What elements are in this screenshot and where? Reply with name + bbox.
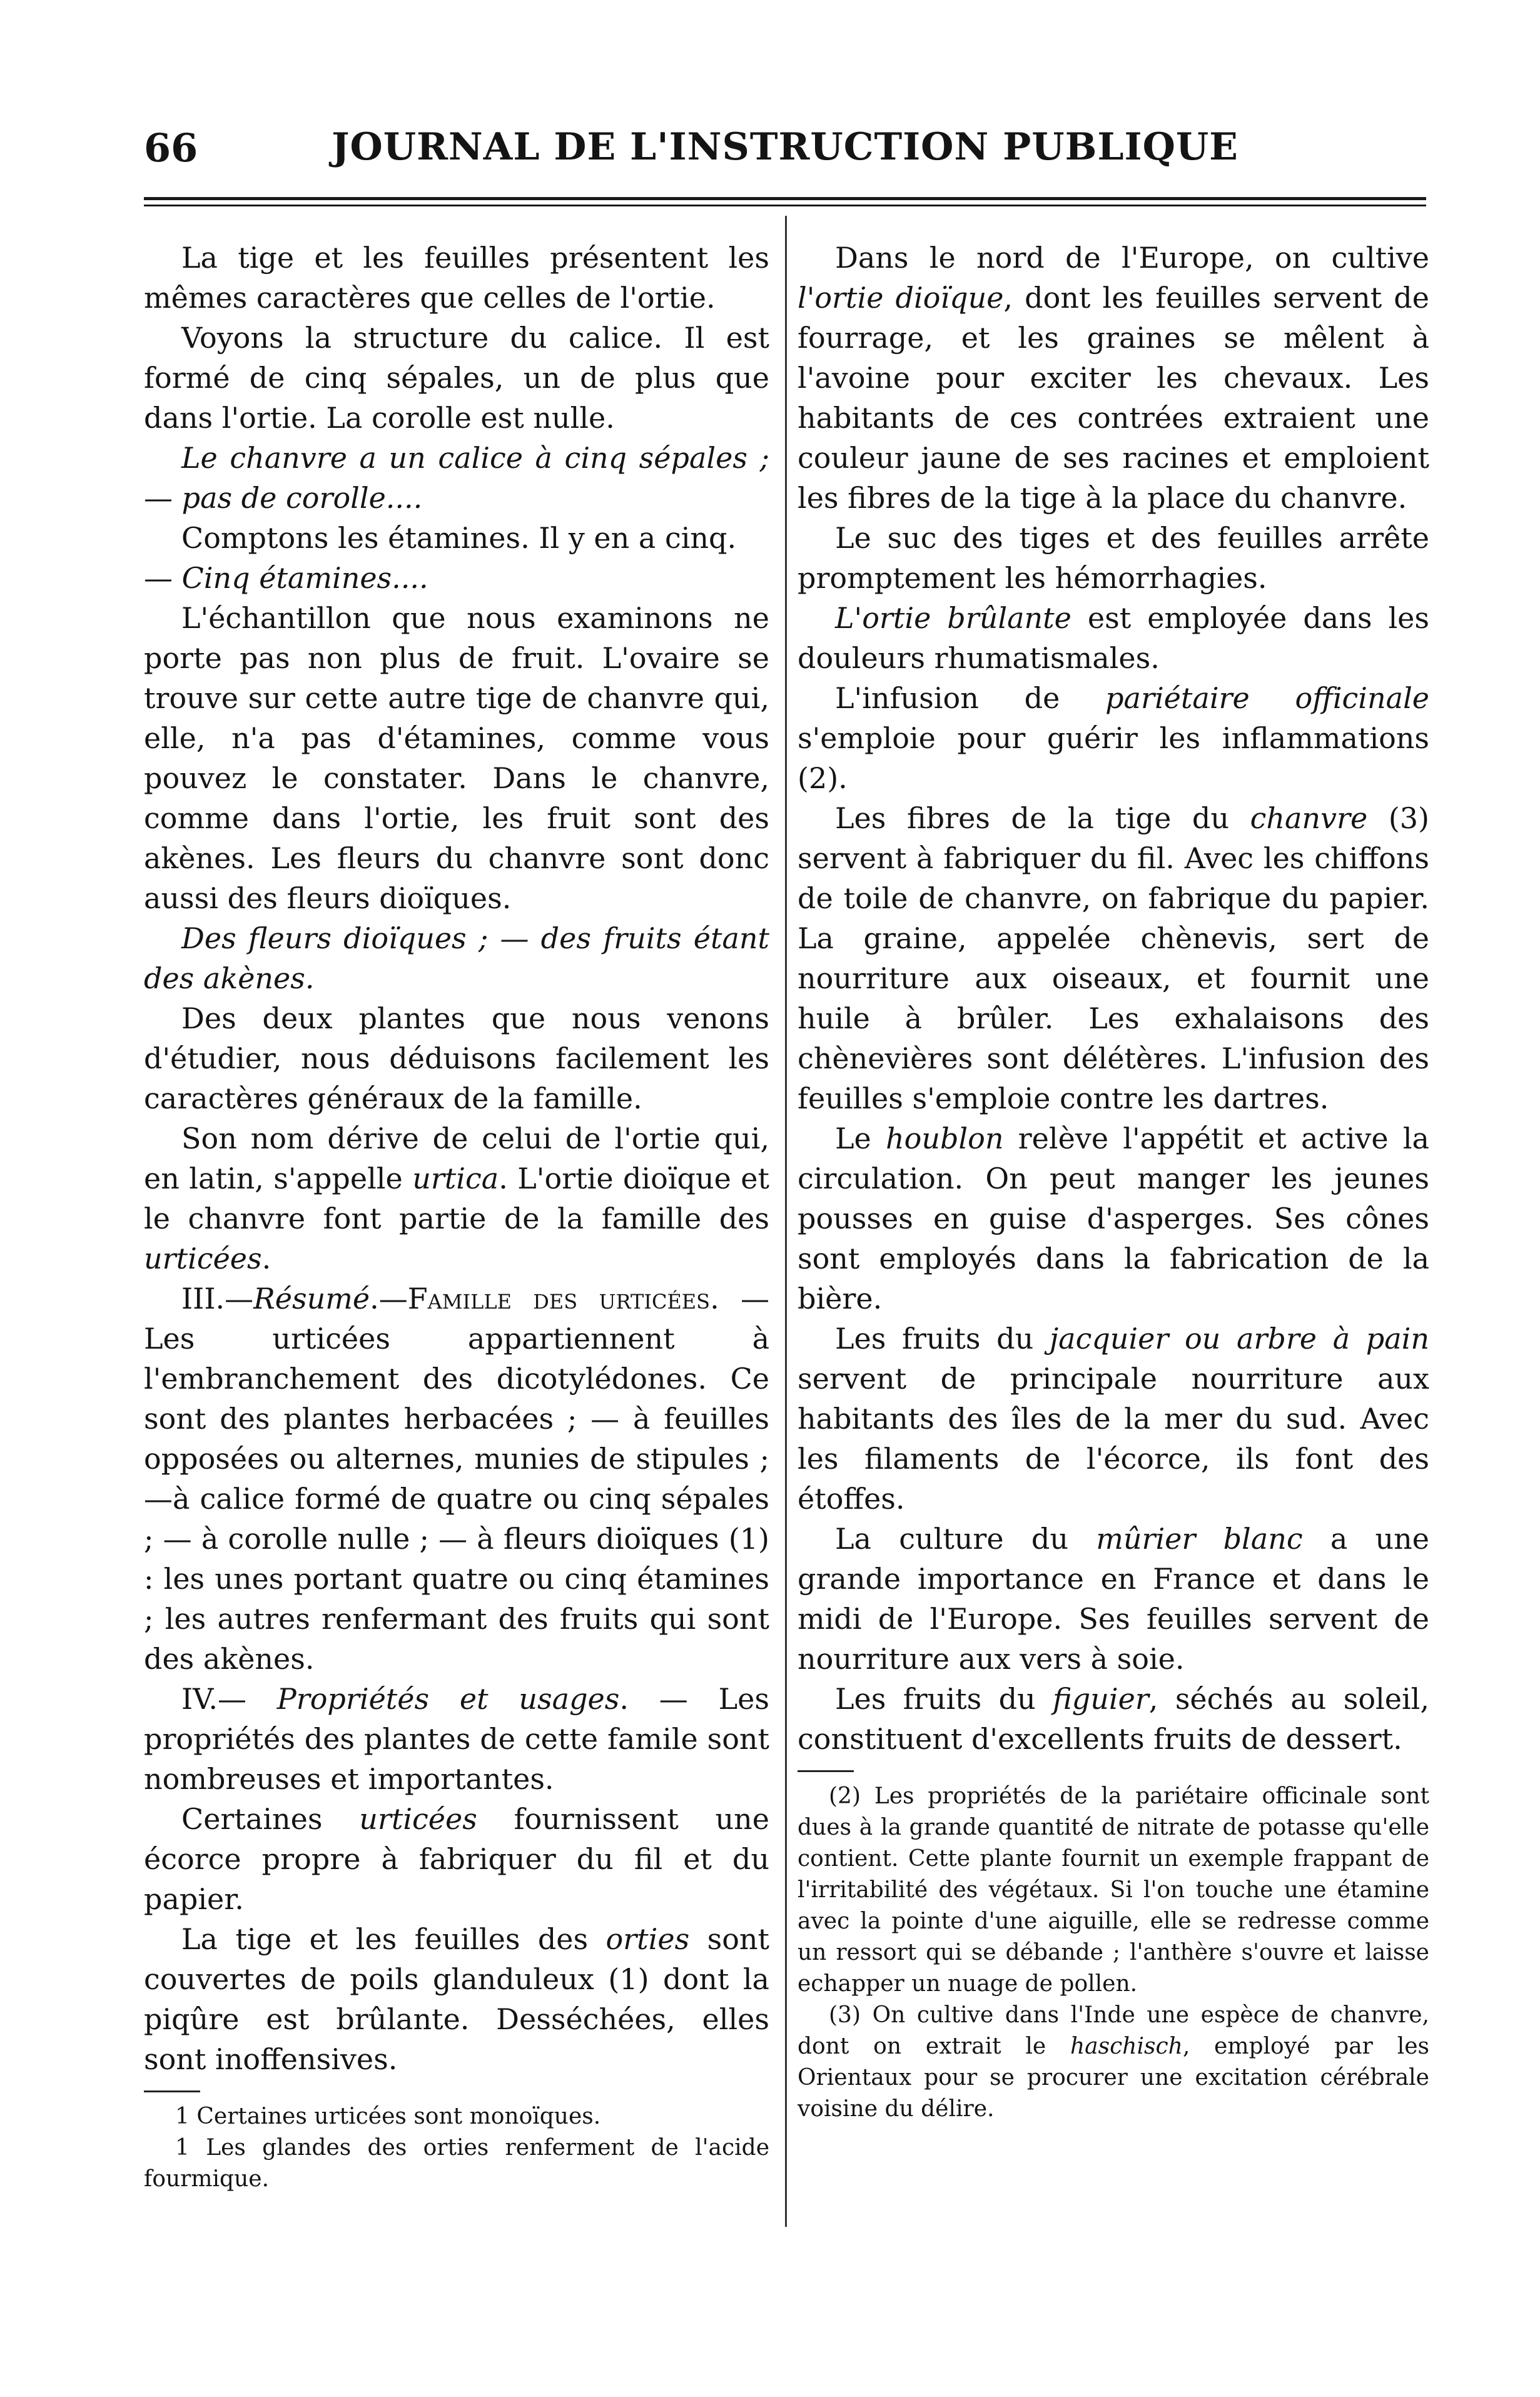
paragraph — [798, 238, 1429, 518]
paragraph: Comptons les étamines. Il y en a cinq. — [181, 521, 737, 555]
footnote: 1 Certaines urticées sont monoïques. — [175, 2104, 601, 2129]
text-run: est employée dans les douleurs rhumatismales. — [798, 601, 1430, 675]
italic-text: l'ortie dioïque — [798, 281, 1004, 315]
italic-text: orties — [605, 1922, 690, 1956]
italic-summary — [144, 438, 769, 518]
text-run: s'emploie pour guérir les inflammations (2). — [798, 721, 1429, 795]
text-run: Les fruits du — [835, 1682, 1053, 1716]
text-run: Le — [835, 1122, 886, 1155]
text-run: , séchés au soleil, constituent d'excellents fruits de dessert. — [798, 1682, 1429, 1756]
right-column — [798, 238, 1429, 2125]
paragraph — [144, 1799, 769, 1919]
italic-text: urtica — [412, 1162, 499, 1195]
text-run: Dans le nord de l'Europe, on cultive — [835, 241, 1429, 275]
text-run: La tige et les feuilles des — [181, 1922, 606, 1956]
text-run: servent de principale nourriture aux habitants des îles de la mer du sud. Avec les filaments de l'écorce, ils font des étoffes. — [798, 1362, 1429, 1516]
section-uses — [144, 1679, 769, 1799]
italic-text: Des fleurs dioïques ; — des fruits étant des akènes. — [144, 921, 769, 995]
paragraph: Le suc des tiges et des feuilles arrête promptement les hémorrhagies. — [798, 521, 1429, 595]
italic-summary — [144, 918, 769, 998]
italic-text: houblon — [886, 1122, 1004, 1155]
text-run: . —Les urticées appartiennent à l'embranchement des dicotylédones. Ce sont des plantes herbacées ; — à feuilles opposées ou alternes, munies de stipules ;—à calice formé de quatre ou cinq sépales ; — à corolle nulle ; — à fleurs dioïques (1) : les unes portant quatre ou cinq étamines ; les autres renfermant des fruits qui sont des akènes. — [144, 1282, 769, 1676]
small-caps-heading: Famille des urticées — [407, 1282, 711, 1315]
paragraph — [798, 1679, 1429, 1759]
text-run: L'infusion de — [835, 681, 1106, 715]
text-run: (3) servent à fabriquer du fil. Avec les chiffons de toile de chanvre, on fabrique du papier. La graine, appelée chènevis, sert de nourriture aux oiseaux, et fournit une huile à brûler. Les exhalaisons des chènevières sont délétères. L'infusion des feuilles s'emploie contre les dartres. — [798, 801, 1429, 1115]
text-run: III.— — [181, 1282, 254, 1315]
paragraph — [798, 798, 1429, 1118]
paragraph — [144, 1118, 769, 1279]
text-run: IV.— — [181, 1682, 277, 1716]
text-run: sont couvertes de poils glanduleux (1) dont la piqûre est brûlante. Desséchées, elles sont inoffensives. — [144, 1922, 769, 2076]
text-run: relève l'appétit et active la circulation. On peut manger les jeunes pousses en guise d'asperges. Ses cônes sont employés dans la fabrication de la bière. — [798, 1122, 1429, 1315]
italic-text: haschisch — [1070, 2034, 1183, 2059]
column-divider — [785, 216, 787, 2227]
header-rule-secondary — [144, 205, 1426, 206]
paragraph — [798, 1319, 1429, 1519]
footnote-rule — [144, 2090, 200, 2092]
footnote-rule — [798, 1770, 854, 1772]
text-run: Les fruits du — [835, 1322, 1050, 1356]
text-run: Certaines — [181, 1802, 360, 1836]
page-header — [144, 125, 1426, 169]
section-summary — [144, 1279, 769, 1679]
text-run: .— — [370, 1282, 408, 1315]
paragraph: Voyons la structure du calice. Il est formé de cinq sépales, un de plus que dans l'ortie. La corolle est nulle. — [144, 321, 769, 435]
paragraph — [798, 678, 1429, 798]
italic-text: — Cinq étamines.... — [144, 561, 428, 595]
text-run: , employé par les Orientaux pour se procurer une excitation cérébrale voisine du délire. — [798, 2034, 1429, 2122]
text-run: , dont les feuilles servent de fourrage, et les graines se mêlent à l'avoine pour exciter les chevaux. Les habitants de ces contrées extraient une couleur jaune de ses racines et emploient les fibres de la tige à la place du chanvre. — [798, 281, 1429, 515]
text-run: Les fibres de la tige du — [835, 801, 1250, 835]
footnote: 1 Les glandes des orties renferment de l'acide fourmique. — [144, 2135, 769, 2192]
paragraph: La tige et les feuilles présentent les mêmes caractères que celles de l'ortie. — [144, 241, 769, 315]
italic-text: Résumé — [253, 1282, 370, 1315]
italic-text: chanvre — [1250, 801, 1368, 835]
text-run: a une grande importance en France et dans le midi de l'Europe. Ses feuilles servent de nourriture aux vers à soie. — [798, 1522, 1429, 1676]
text-run: La culture du — [835, 1522, 1097, 1556]
footnotes — [144, 2101, 769, 2195]
footnote: (2) Les propriétés de la pariétaire officinale sont dues à la grande quantité de nitrate de potasse qu'elle contient. Cette plante fournit un exemple frappant de l'irritabilité des végétaux. Si l'on touche une étamine avec la pointe d'une aiguille, elle se redresse comme un ressort qui se débande ; l'anthère s'ouvre et laisse echapper un nuage de pollen. — [798, 1783, 1429, 1997]
italic-text: L'ortie brûlante — [835, 601, 1071, 635]
paragraph — [798, 598, 1429, 678]
italic-text: urticées — [144, 1242, 262, 1275]
italic-text: Le chanvre a un calice à cinq sépales ; — pas de corolle.... — [144, 441, 769, 515]
page-number: 66 — [144, 125, 198, 171]
header-rule — [144, 197, 1426, 200]
footnotes — [798, 1781, 1429, 2125]
text-run: . — [261, 1242, 271, 1275]
italic-text: jacquier ou arbre à pain — [1049, 1322, 1429, 1356]
text-run: (3) On cultive dans l'Inde une espèce de chanvre, dont on extrait le — [798, 2002, 1429, 2059]
italic-text: Propriétés et usages — [276, 1682, 620, 1716]
text-run: fournissent une écorce propre à fabriquer du fil et du papier. — [144, 1802, 769, 1916]
running-title: JOURNAL DE L'INSTRUCTION PUBLIQUE — [332, 125, 1239, 169]
text-run: Son nom dérive de celui de l'ortie qui, en latin, s'appelle — [144, 1122, 769, 1195]
italic-summary — [144, 558, 769, 598]
footnote — [798, 2000, 1429, 2125]
italic-text: pariétaire officinale — [1105, 681, 1429, 715]
paragraph — [144, 1919, 769, 2079]
paragraph — [798, 1519, 1429, 1679]
italic-text: urticées — [359, 1802, 477, 1836]
italic-text: mûrier blanc — [1096, 1522, 1303, 1556]
paragraph — [798, 1118, 1429, 1319]
text-run: . L'ortie dioïque et le chanvre font partie de la famille des — [144, 1162, 769, 1235]
italic-text: figuier — [1053, 1682, 1149, 1716]
paragraph: L'échantillon que nous examinons ne porte pas non plus de fruit. L'ovaire se trouve sur cette autre tige de chanvre qui, elle, n'a pas d'étamines, comme vous pouvez le constater. Dans le chanvre, comme dans l'ortie, les fruit sont des akènes. Les fleurs du chanvre sont donc aussi des fleurs dioïques. — [144, 601, 769, 915]
paragraph: Des deux plantes que nous venons d'étudier, nous déduisons facilement les caractères généraux de la famille. — [144, 1001, 769, 1115]
left-column — [144, 238, 769, 2195]
text-run: . — Les propriétés des plantes de cette famile sont nombreuses et importantes. — [144, 1682, 769, 1796]
